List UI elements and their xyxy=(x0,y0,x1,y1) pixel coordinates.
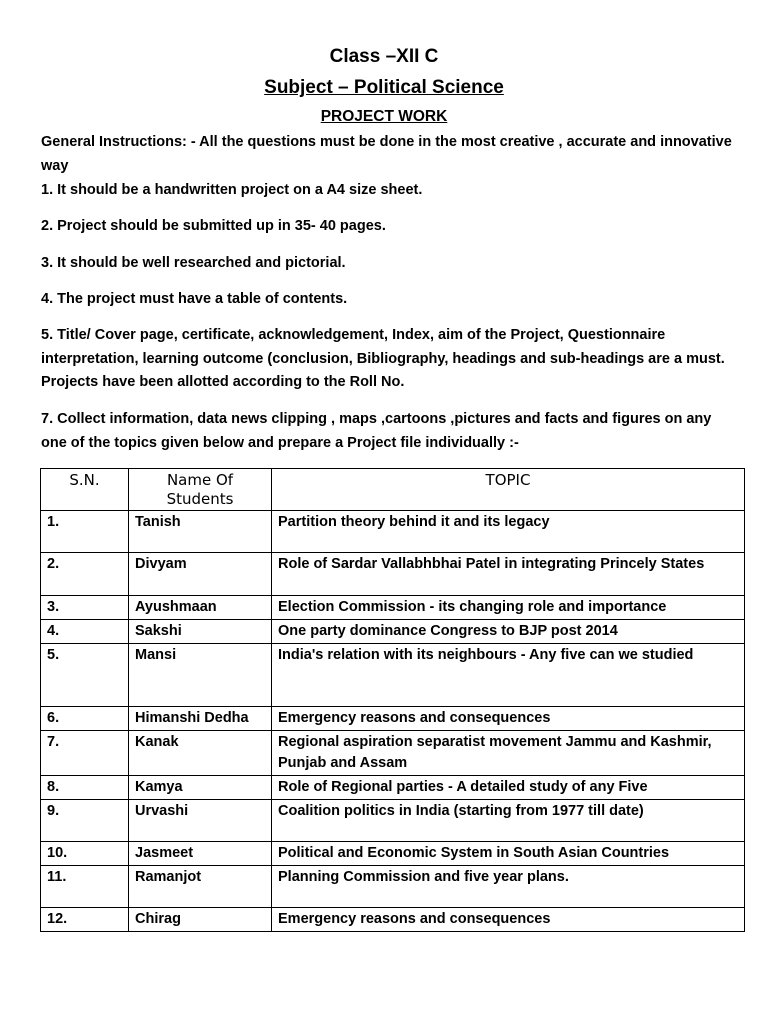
header-name: Name Of Students xyxy=(129,469,272,511)
table-row xyxy=(41,620,745,644)
cell-topic: One party dominance Congress to BJP post 2014 xyxy=(272,620,745,644)
instruction-7: 7. Collect information, data news clipping , maps ,cartoons ,pictures and facts and figures on any one of the topics given below and prepare a Project file individually :- xyxy=(41,411,712,451)
subject-title: Subject – Political Science xyxy=(264,77,504,98)
table-header-row xyxy=(41,469,745,511)
cell-topic: Political and Economic System in South Asian Countries xyxy=(272,842,745,866)
header-topic: TOPIC xyxy=(272,469,745,511)
cell-sn: 10. xyxy=(41,842,129,866)
cell-name: Ramanjot xyxy=(129,866,272,908)
cell-topic: Role of Regional parties - A detailed study of any Five xyxy=(272,776,745,800)
cell-topic: Planning Commission and five year plans. xyxy=(272,866,745,908)
table-row xyxy=(41,707,745,731)
table-row xyxy=(41,553,745,596)
cell-topic: Election Commission - its changing role and importance xyxy=(272,596,745,620)
instruction-3: 3. It should be well researched and pictorial. xyxy=(41,255,346,271)
project-work-title: PROJECT WORK xyxy=(320,108,448,125)
cell-name: Tanish xyxy=(129,511,272,553)
instruction-2: 2. Project should be submitted up in 35- 40 pages. xyxy=(41,218,386,234)
cell-sn: 9. xyxy=(41,800,129,842)
cell-topic: Regional aspiration separatist movement Jammu and Kashmir, Punjab and Assam xyxy=(272,731,745,776)
table-row xyxy=(41,731,745,776)
cell-sn: 7. xyxy=(41,731,129,776)
header-sn: S.N. xyxy=(41,469,129,511)
cell-topic: India's relation with its neighbours - Any five can we studied xyxy=(272,644,745,707)
table-row xyxy=(41,908,745,932)
table-row xyxy=(41,511,745,553)
cell-sn: 1. xyxy=(41,511,129,553)
cell-sn: 3. xyxy=(41,596,129,620)
cell-sn: 8. xyxy=(41,776,129,800)
cell-topic: Emergency reasons and consequences xyxy=(272,707,745,731)
general-instructions: General Instructions: - All the questions must be done in the most creative , accurate and innovative way xyxy=(41,134,732,174)
table-row xyxy=(41,800,745,842)
cell-name: Ayushmaan xyxy=(129,596,272,620)
cell-name: Mansi xyxy=(129,644,272,707)
cell-name: Chirag xyxy=(129,908,272,932)
cell-sn: 5. xyxy=(41,644,129,707)
cell-sn: 2. xyxy=(41,553,129,596)
cell-name: Kamya xyxy=(129,776,272,800)
instruction-5: 5. Title/ Cover page, certificate, acknowledgement, Index, aim of the Project, Questionnaire interpretation, learning outcome (conclusion, Bibliography, headings and sub-headings are a must. Projects have been allotted according to the Roll No. xyxy=(41,327,725,390)
cell-name: Jasmeet xyxy=(129,842,272,866)
table-row xyxy=(41,644,745,707)
cell-name: Urvashi xyxy=(129,800,272,842)
cell-topic: Emergency reasons and consequences xyxy=(272,908,745,932)
cell-topic: Partition theory behind it and its legacy xyxy=(272,511,745,553)
cell-sn: 11. xyxy=(41,866,129,908)
cell-name: Kanak xyxy=(129,731,272,776)
cell-sn: 4. xyxy=(41,620,129,644)
table-row xyxy=(41,776,745,800)
cell-topic: Coalition politics in India (starting from 1977 till date) xyxy=(272,800,745,842)
cell-topic: Role of Sardar Vallabhbhai Patel in integrating Princely States xyxy=(272,553,745,596)
cell-name: Sakshi xyxy=(129,620,272,644)
cell-name: Himanshi Dedha xyxy=(129,707,272,731)
cell-sn: 6. xyxy=(41,707,129,731)
table-row xyxy=(41,596,745,620)
instruction-4: 4. The project must have a table of contents. xyxy=(41,291,348,307)
class-title: Class –XII C xyxy=(329,46,439,67)
cell-sn: 12. xyxy=(41,908,129,932)
instruction-1: 1. It should be a handwritten project on a A4 size sheet. xyxy=(41,182,423,198)
table-row xyxy=(41,866,745,908)
cell-name: Divyam xyxy=(129,553,272,596)
table-row xyxy=(41,842,745,866)
project-topics-table xyxy=(40,468,745,932)
